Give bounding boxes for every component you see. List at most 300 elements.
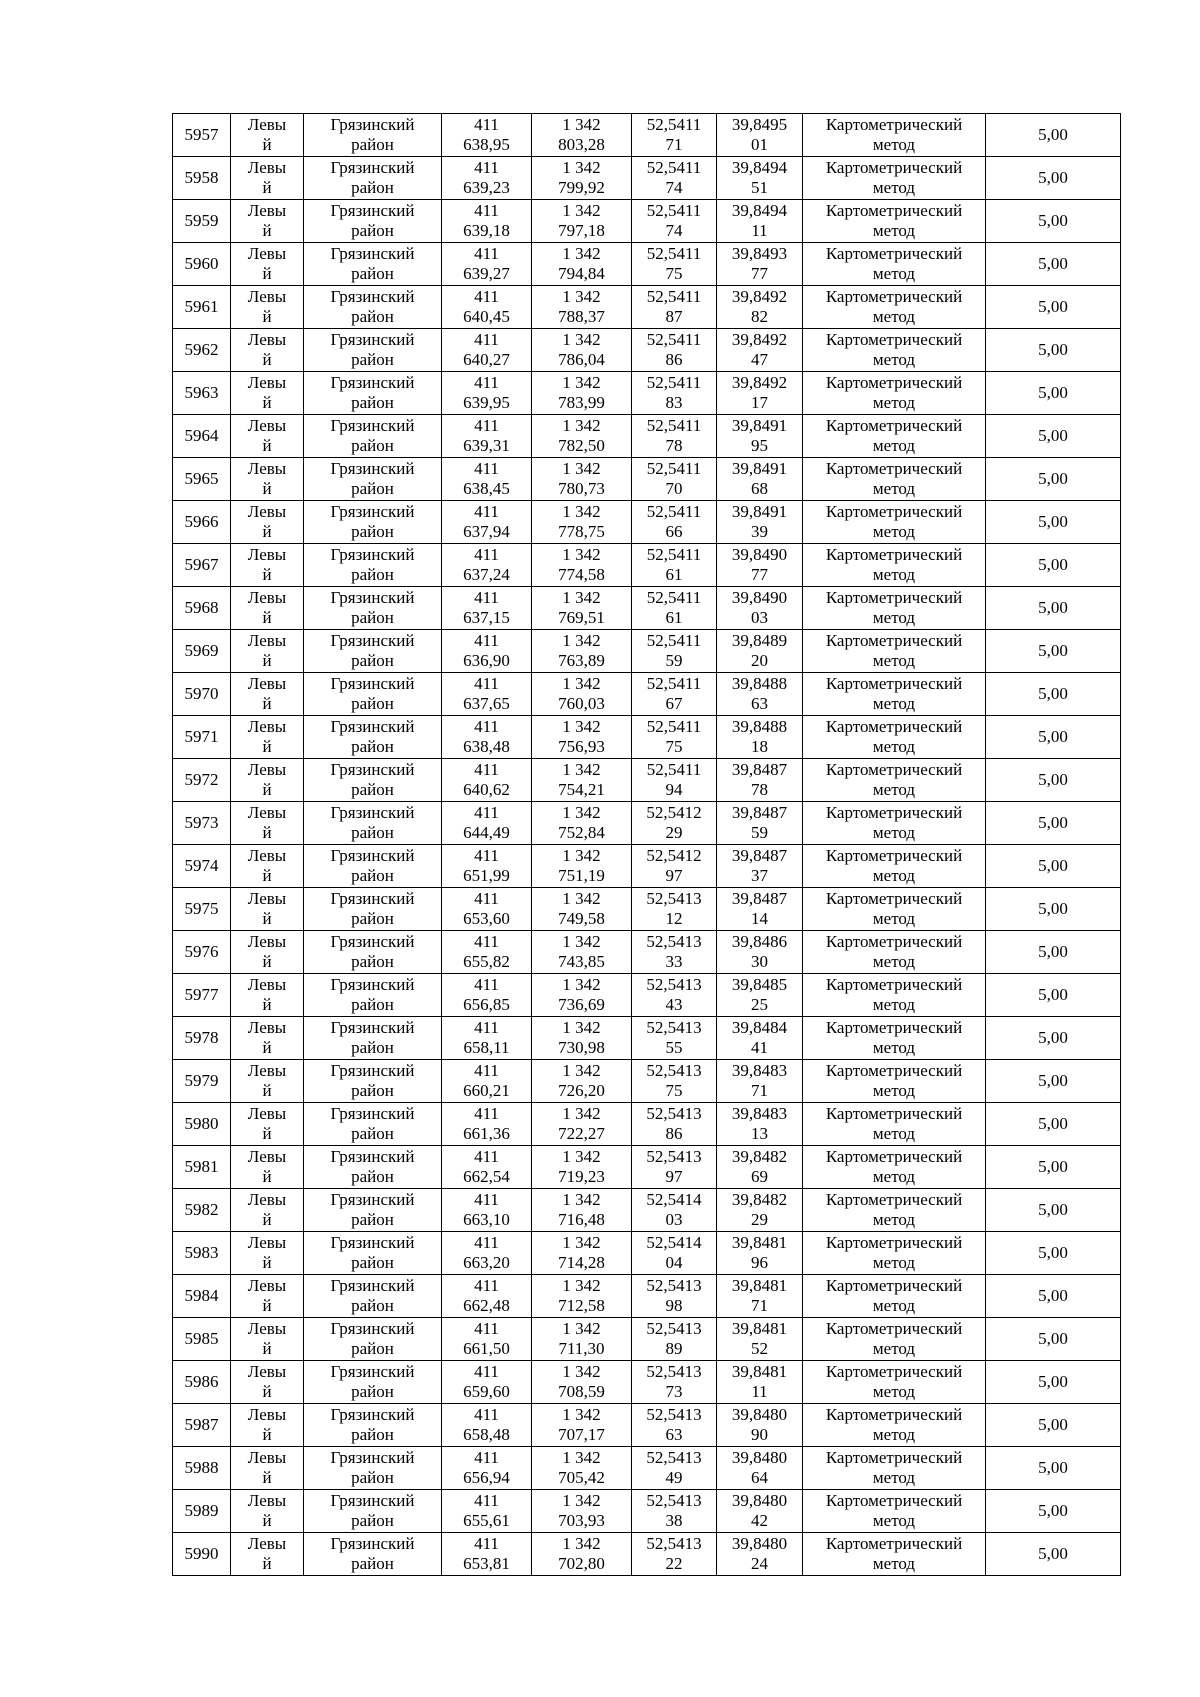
coord-y-cell-line: 1 342	[562, 631, 601, 650]
coord-y-cell-line: 705,42	[558, 1468, 605, 1487]
longitude-cell	[717, 1490, 803, 1533]
method-cell	[803, 716, 986, 759]
method-cell-line: метод	[872, 1253, 916, 1272]
coord-y-cell	[532, 200, 632, 243]
bank-side-cell	[231, 458, 304, 501]
method-cell	[803, 200, 986, 243]
latitude-cell	[632, 372, 717, 415]
coord-y-cell-line: 756,93	[558, 737, 605, 756]
method-cell-line: метод	[872, 866, 916, 885]
latitude-cell-line: 52,5413	[646, 1319, 702, 1338]
method-cell	[803, 1318, 986, 1361]
method-cell-line: метод	[872, 264, 916, 283]
latitude-cell	[632, 544, 717, 587]
latitude-cell	[632, 931, 717, 974]
longitude-cell	[717, 802, 803, 845]
method-cell	[803, 415, 986, 458]
longitude-cell-line: 39,8492	[731, 287, 788, 306]
coord-x-cell-line: 411	[474, 1405, 499, 1424]
method-cell	[803, 1361, 986, 1404]
bank-side-cell	[231, 1103, 304, 1146]
method-cell-line: Картометрический	[825, 932, 963, 951]
coord-x-cell-line: 411	[474, 459, 499, 478]
method-cell-line: Картометрический	[825, 201, 963, 220]
coord-y-cell-line: 1 342	[562, 1319, 601, 1338]
latitude-cell-line: 52,5413	[646, 1362, 702, 1381]
longitude-cell-line: 24	[751, 1554, 768, 1573]
point-number-cell: 5986	[173, 1361, 231, 1404]
district-cell-line: район	[351, 1210, 394, 1229]
table-row	[173, 759, 1121, 802]
table-row	[173, 802, 1121, 845]
latitude-cell-line: 98	[665, 1296, 683, 1315]
coord-y-cell-line: 708,59	[558, 1382, 605, 1401]
bank-side-cell	[231, 587, 304, 630]
district-cell	[304, 1490, 442, 1533]
bank-side-cell-line: Левы	[247, 932, 287, 951]
bank-side-cell-line: Левы	[247, 674, 287, 693]
longitude-cell-line: 39,8491	[731, 459, 788, 478]
district-cell-line: район	[351, 1167, 394, 1186]
coord-y-cell	[532, 243, 632, 286]
point-number-cell: 5990	[173, 1533, 231, 1576]
bank-side-cell	[231, 1404, 304, 1447]
coord-y-cell	[532, 1490, 632, 1533]
accuracy-cell: 5,00	[986, 630, 1121, 673]
bank-side-cell-line: й	[262, 1554, 272, 1573]
coord-x-cell	[442, 888, 532, 931]
coord-y-cell-line: 714,28	[558, 1253, 605, 1272]
table-row	[173, 286, 1121, 329]
bank-side-cell	[231, 1361, 304, 1404]
district-cell	[304, 329, 442, 372]
coord-y-cell	[532, 974, 632, 1017]
coord-x-cell-line: 411	[474, 1061, 499, 1080]
method-cell-line: Картометрический	[825, 545, 963, 564]
longitude-cell-line: 95	[751, 436, 768, 455]
district-cell-line: район	[351, 608, 394, 627]
district-cell-line: Грязинский	[330, 674, 415, 693]
latitude-cell	[632, 501, 717, 544]
accuracy-cell: 5,00	[986, 759, 1121, 802]
longitude-cell-line: 11	[751, 1382, 768, 1401]
coord-y-cell-line: 783,99	[558, 393, 605, 412]
bank-side-cell-line: й	[262, 1210, 272, 1229]
coord-x-cell-line: 658,11	[463, 1038, 510, 1057]
longitude-cell-line: 63	[751, 694, 768, 713]
longitude-cell-line: 39,8488	[731, 717, 788, 736]
longitude-cell-line: 39,8493	[731, 244, 788, 263]
point-number-cell: 5972	[173, 759, 231, 802]
table-row	[173, 1017, 1121, 1060]
latitude-cell-line: 52,5413	[646, 889, 702, 908]
longitude-cell-line: 77	[751, 565, 768, 584]
latitude-cell	[632, 716, 717, 759]
bank-side-cell	[231, 974, 304, 1017]
coord-y-cell-line: 1 342	[562, 1233, 601, 1252]
district-cell	[304, 1533, 442, 1576]
coord-y-cell-line: 1 342	[562, 244, 601, 263]
longitude-cell-line: 90	[751, 1425, 768, 1444]
district-cell-line: Грязинский	[330, 502, 415, 521]
latitude-cell	[632, 1447, 717, 1490]
method-cell-line: метод	[872, 694, 916, 713]
bank-side-cell-line: Левы	[247, 1190, 287, 1209]
coord-x-cell-line: 411	[474, 545, 499, 564]
longitude-cell-line: 69	[751, 1167, 768, 1186]
longitude-cell	[717, 845, 803, 888]
latitude-cell-line: 74	[665, 178, 683, 197]
bank-side-cell-line: Левы	[247, 1362, 287, 1381]
accuracy-cell: 5,00	[986, 1361, 1121, 1404]
latitude-cell-line: 86	[665, 1124, 683, 1143]
bank-side-cell-line: Левы	[247, 244, 287, 263]
longitude-cell-line: 29	[751, 1210, 768, 1229]
method-cell	[803, 1533, 986, 1576]
accuracy-cell: 5,00	[986, 845, 1121, 888]
district-cell-line: район	[351, 651, 394, 670]
latitude-cell-line: 52,5413	[646, 1147, 702, 1166]
district-cell-line: Грязинский	[330, 201, 415, 220]
method-cell	[803, 587, 986, 630]
coord-x-cell-line: 658,48	[463, 1425, 510, 1444]
bank-side-cell-line: Левы	[247, 1405, 287, 1424]
coord-x-cell-line: 640,45	[463, 307, 510, 326]
coord-x-cell	[442, 501, 532, 544]
method-cell-line: Картометрический	[825, 416, 963, 435]
coord-y-cell-line: 703,93	[558, 1511, 605, 1530]
point-number-cell: 5989	[173, 1490, 231, 1533]
coord-x-cell-line: 640,27	[463, 350, 510, 369]
table-row	[173, 1404, 1121, 1447]
point-number-cell: 5970	[173, 673, 231, 716]
method-cell-line: метод	[872, 522, 916, 541]
longitude-cell-line: 39,8492	[731, 373, 788, 392]
bank-side-cell-line: Левы	[247, 1448, 287, 1467]
coord-y-cell-line: 1 342	[562, 674, 601, 693]
method-cell-line: метод	[872, 307, 916, 326]
method-cell-line: метод	[872, 1382, 916, 1401]
longitude-cell-line: 37	[751, 866, 768, 885]
latitude-cell-line: 52,5411	[646, 158, 702, 177]
bank-side-cell-line: Левы	[247, 287, 287, 306]
district-cell-line: район	[351, 436, 394, 455]
bank-side-cell	[231, 888, 304, 931]
coord-x-cell-line: 411	[474, 1491, 499, 1510]
longitude-cell	[717, 1103, 803, 1146]
coord-x-cell	[442, 200, 532, 243]
longitude-cell-line: 39	[751, 522, 768, 541]
coord-y-cell	[532, 931, 632, 974]
method-cell	[803, 974, 986, 1017]
district-cell-line: район	[351, 866, 394, 885]
longitude-cell-line: 39,8490	[731, 588, 788, 607]
longitude-cell	[717, 716, 803, 759]
coord-x-cell-line: 639,95	[463, 393, 510, 412]
method-cell-line: метод	[872, 1167, 916, 1186]
latitude-cell	[632, 1533, 717, 1576]
latitude-cell-line: 22	[665, 1554, 683, 1573]
coord-y-cell-line: 1 342	[562, 158, 601, 177]
coord-y-cell-line: 716,48	[558, 1210, 605, 1229]
district-cell-line: район	[351, 1038, 394, 1057]
latitude-cell-line: 52,5413	[646, 1491, 702, 1510]
method-cell-line: Картометрический	[825, 1534, 963, 1553]
longitude-cell-line: 39,8480	[731, 1491, 788, 1510]
district-cell-line: район	[351, 909, 394, 928]
point-number-cell: 5983	[173, 1232, 231, 1275]
longitude-cell-line: 39,8487	[731, 846, 788, 865]
bank-side-cell	[231, 1060, 304, 1103]
method-cell-line: Картометрический	[825, 1491, 963, 1510]
bank-side-cell-line: й	[262, 866, 272, 885]
district-cell	[304, 1017, 442, 1060]
accuracy-cell: 5,00	[986, 1447, 1121, 1490]
point-number-cell: 5974	[173, 845, 231, 888]
coord-y-cell-line: 702,80	[558, 1554, 605, 1573]
coord-y-cell	[532, 157, 632, 200]
method-cell	[803, 1232, 986, 1275]
coord-x-cell-line: 637,24	[463, 565, 510, 584]
method-cell-line: метод	[872, 1124, 916, 1143]
bank-side-cell-line: й	[262, 1081, 272, 1100]
method-cell-line: метод	[872, 651, 916, 670]
latitude-cell	[632, 1017, 717, 1060]
method-cell-line: метод	[872, 178, 916, 197]
coord-x-cell-line: 638,48	[463, 737, 510, 756]
coord-x-cell-line: 651,99	[463, 866, 510, 885]
coord-x-cell-line: 661,36	[463, 1124, 510, 1143]
accuracy-cell: 5,00	[986, 1103, 1121, 1146]
point-number-cell: 5973	[173, 802, 231, 845]
bank-side-cell-line: й	[262, 1296, 272, 1315]
bank-side-cell-line: Левы	[247, 115, 287, 134]
coord-y-cell-line: 707,17	[558, 1425, 605, 1444]
district-cell	[304, 1361, 442, 1404]
longitude-cell-line: 39,8480	[731, 1405, 788, 1424]
district-cell-line: Грязинский	[330, 158, 415, 177]
table-row	[173, 114, 1121, 157]
latitude-cell-line: 52,5411	[646, 631, 702, 650]
latitude-cell-line: 38	[665, 1511, 683, 1530]
longitude-cell	[717, 1361, 803, 1404]
method-cell-line: метод	[872, 436, 916, 455]
coord-y-cell-line: 719,23	[558, 1167, 605, 1186]
longitude-cell	[717, 114, 803, 157]
latitude-cell-line: 70	[665, 479, 683, 498]
district-cell-line: район	[351, 1081, 394, 1100]
coord-y-cell-line: 1 342	[562, 803, 601, 822]
latitude-cell	[632, 114, 717, 157]
accuracy-cell: 5,00	[986, 1060, 1121, 1103]
coord-x-cell	[442, 1017, 532, 1060]
bank-side-cell	[231, 759, 304, 802]
coord-x-cell-line: 411	[474, 373, 499, 392]
district-cell-line: Грязинский	[330, 115, 415, 134]
district-cell-line: Грязинский	[330, 459, 415, 478]
method-cell	[803, 1103, 986, 1146]
coord-y-cell	[532, 1189, 632, 1232]
table-row	[173, 974, 1121, 1017]
latitude-cell-line: 52,5412	[646, 803, 702, 822]
bank-side-cell-line: й	[262, 823, 272, 842]
district-cell-line: Грязинский	[330, 287, 415, 306]
coord-y-cell-line: 774,58	[558, 565, 605, 584]
coord-x-cell-line: 663,10	[463, 1210, 510, 1229]
latitude-cell-line: 71	[665, 135, 683, 154]
bank-side-cell	[231, 845, 304, 888]
method-cell-line: метод	[872, 350, 916, 369]
coord-x-cell-line: 411	[474, 975, 499, 994]
district-cell-line: район	[351, 565, 394, 584]
latitude-cell-line: 52,5413	[646, 975, 702, 994]
bank-side-cell-line: Левы	[247, 588, 287, 607]
coord-y-cell	[532, 1232, 632, 1275]
latitude-cell	[632, 1146, 717, 1189]
bank-side-cell-line: Левы	[247, 330, 287, 349]
longitude-cell-line: 18	[751, 737, 768, 756]
bank-side-cell-line: й	[262, 221, 272, 240]
district-cell	[304, 1189, 442, 1232]
coord-x-cell	[442, 716, 532, 759]
method-cell-line: метод	[872, 1511, 916, 1530]
coord-x-cell	[442, 802, 532, 845]
bank-side-cell	[231, 243, 304, 286]
method-cell-line: Картометрический	[825, 717, 963, 736]
coord-y-cell	[532, 544, 632, 587]
coord-x-cell-line: 411	[474, 803, 499, 822]
coord-y-cell	[532, 286, 632, 329]
method-cell-line: Картометрический	[825, 1276, 963, 1295]
accuracy-cell: 5,00	[986, 157, 1121, 200]
district-cell	[304, 114, 442, 157]
latitude-cell-line: 52,5411	[646, 330, 702, 349]
method-cell-line: Картометрический	[825, 1147, 963, 1166]
method-cell	[803, 329, 986, 372]
longitude-cell-line: 39,8481	[731, 1362, 788, 1381]
bank-side-cell-line: й	[262, 909, 272, 928]
method-cell	[803, 931, 986, 974]
coord-x-cell	[442, 329, 532, 372]
bank-side-cell-line: Левы	[247, 889, 287, 908]
coord-y-cell	[532, 1404, 632, 1447]
method-cell-line: метод	[872, 952, 916, 971]
coord-y-cell	[532, 1275, 632, 1318]
method-cell-line: метод	[872, 479, 916, 498]
coord-y-cell	[532, 1146, 632, 1189]
coord-x-cell-line: 411	[474, 1018, 499, 1037]
district-cell-line: Грязинский	[330, 1190, 415, 1209]
coordinates-table	[172, 113, 1121, 1576]
latitude-cell-line: 86	[665, 350, 683, 369]
bank-side-cell	[231, 1490, 304, 1533]
district-cell-line: район	[351, 995, 394, 1014]
longitude-cell	[717, 974, 803, 1017]
district-cell-line: Грязинский	[330, 1276, 415, 1295]
coord-y-cell-line: 1 342	[562, 1190, 601, 1209]
latitude-cell-line: 67	[665, 694, 683, 713]
longitude-cell	[717, 1533, 803, 1576]
coord-y-cell-line: 1 342	[562, 502, 601, 521]
method-cell-line: Картометрический	[825, 502, 963, 521]
longitude-cell-line: 78	[751, 780, 768, 799]
latitude-cell-line: 52,5413	[646, 1448, 702, 1467]
coord-x-cell-line: 411	[474, 287, 499, 306]
latitude-cell-line: 75	[665, 264, 683, 283]
latitude-cell-line: 61	[665, 608, 683, 627]
bank-side-cell-line: й	[262, 651, 272, 670]
coord-y-cell	[532, 1060, 632, 1103]
coord-x-cell	[442, 1189, 532, 1232]
coord-x-cell	[442, 1146, 532, 1189]
longitude-cell	[717, 1447, 803, 1490]
coord-y-cell-line: 760,03	[558, 694, 605, 713]
table-row	[173, 372, 1121, 415]
longitude-cell-line: 82	[751, 307, 768, 326]
coord-y-cell	[532, 501, 632, 544]
longitude-cell-line: 39,8487	[731, 803, 788, 822]
coord-x-cell	[442, 458, 532, 501]
coord-y-cell-line: 1 342	[562, 1491, 601, 1510]
method-cell-line: Картометрический	[825, 1018, 963, 1037]
method-cell-line: Картометрический	[825, 373, 963, 392]
coord-y-cell-line: 1 342	[562, 416, 601, 435]
coord-x-cell-line: 411	[474, 1104, 499, 1123]
district-cell-line: Грязинский	[330, 244, 415, 263]
coord-y-cell-line: 1 342	[562, 1061, 601, 1080]
coord-x-cell-line: 639,27	[463, 264, 510, 283]
method-cell-line: метод	[872, 1210, 916, 1229]
coord-y-cell-line: 1 342	[562, 1018, 601, 1037]
latitude-cell-line: 43	[665, 995, 683, 1014]
coord-x-cell-line: 656,85	[463, 995, 510, 1014]
latitude-cell	[632, 845, 717, 888]
method-cell-line: Картометрический	[825, 1104, 963, 1123]
bank-side-cell-line: Левы	[247, 717, 287, 736]
coord-y-cell-line: 786,04	[558, 350, 605, 369]
coord-y-cell	[532, 1017, 632, 1060]
method-cell-line: Картометрический	[825, 975, 963, 994]
district-cell-line: район	[351, 1339, 394, 1358]
method-cell-line: Картометрический	[825, 803, 963, 822]
district-cell-line: район	[351, 952, 394, 971]
longitude-cell-line: 39,8481	[731, 1319, 788, 1338]
district-cell-line: Грязинский	[330, 1362, 415, 1381]
longitude-cell-line: 77	[751, 264, 768, 283]
method-cell-line: Картометрический	[825, 674, 963, 693]
latitude-cell-line: 33	[665, 952, 683, 971]
district-cell-line: район	[351, 737, 394, 756]
longitude-cell-line: 39,8481	[731, 1276, 788, 1295]
latitude-cell-line: 52,5411	[646, 287, 702, 306]
coord-y-cell-line: 1 342	[562, 115, 601, 134]
method-cell-line: метод	[872, 909, 916, 928]
district-cell	[304, 1404, 442, 1447]
district-cell-line: район	[351, 1296, 394, 1315]
coord-y-cell-line: 794,84	[558, 264, 605, 283]
coord-x-cell	[442, 544, 532, 587]
accuracy-cell: 5,00	[986, 1490, 1121, 1533]
coord-x-cell	[442, 1361, 532, 1404]
bank-side-cell	[231, 415, 304, 458]
latitude-cell-line: 52,5413	[646, 1276, 702, 1295]
method-cell-line: метод	[872, 1296, 916, 1315]
bank-side-cell-line: й	[262, 1253, 272, 1272]
coord-y-cell	[532, 415, 632, 458]
longitude-cell	[717, 1404, 803, 1447]
latitude-cell	[632, 329, 717, 372]
latitude-cell-line: 73	[665, 1382, 683, 1401]
